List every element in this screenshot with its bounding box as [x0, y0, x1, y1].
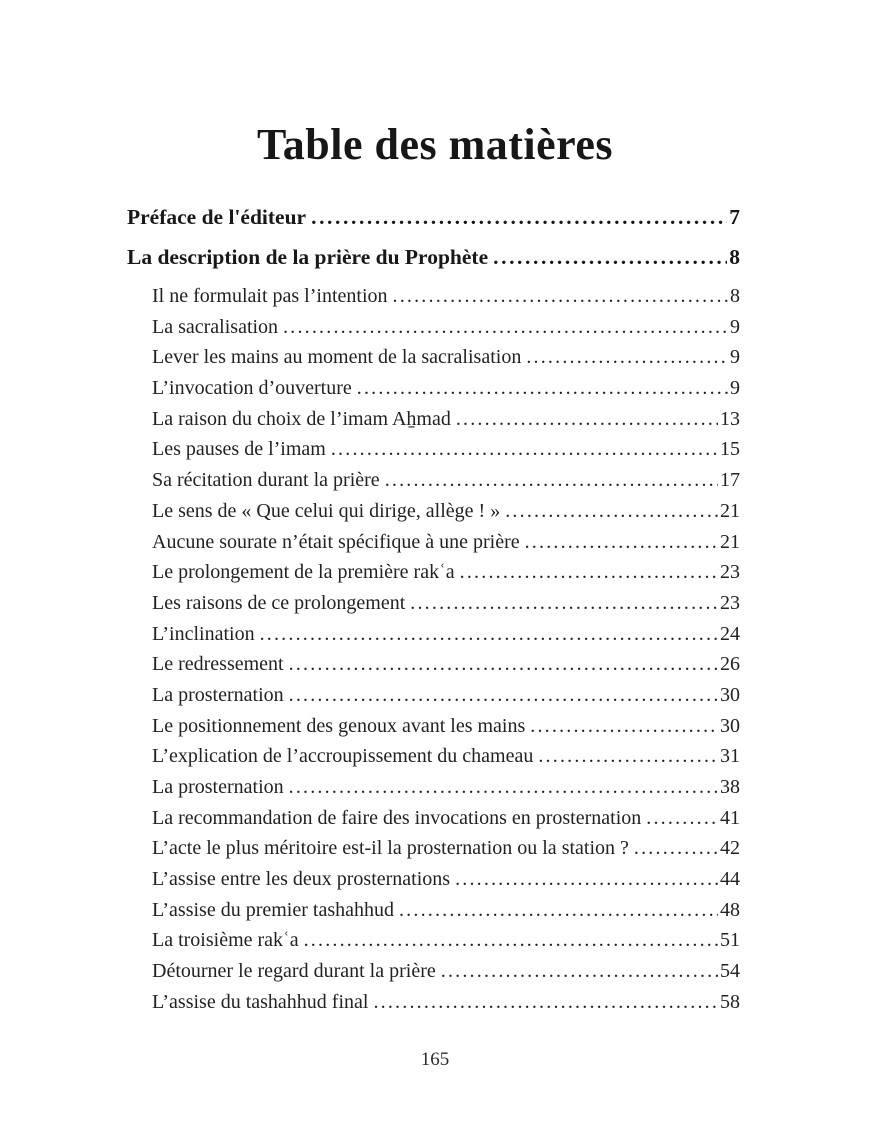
toc-entry-title: Les pauses de l’imam: [152, 438, 326, 461]
toc-leader-dots: [373, 991, 718, 1014]
toc-entry-title: Sa récitation durant la prière: [152, 469, 380, 492]
toc-entry-page: 30: [720, 714, 740, 737]
toc-entry-page: 21: [720, 530, 740, 553]
toc-entry-title: La recommandation de faire des invocations en prosternation: [152, 806, 642, 829]
toc-entry-title: La prosternation: [152, 776, 284, 798]
toc-entry-page: 8: [730, 285, 740, 307]
toc-leader-dots: [385, 469, 718, 492]
toc-entry-page: 31: [720, 745, 740, 768]
toc-entry: [127, 316, 740, 347]
toc-entry: [127, 745, 740, 776]
toc-leader-dots: [289, 776, 718, 799]
toc-entry-page: 51: [720, 929, 740, 952]
toc-entry-title: L’assise entre les deux prosternations: [152, 868, 451, 891]
toc-entry-page: 23: [720, 591, 740, 614]
toc-entry: [127, 205, 740, 245]
toc-leader-dots: [304, 929, 718, 952]
toc-leader-dots: [525, 531, 718, 554]
toc-leader-dots: [331, 438, 718, 461]
toc-entry-page: 44: [720, 868, 740, 891]
toc-entry-title: L’assise du tashahhud final: [152, 990, 369, 1013]
toc-entry-title: L’acte le plus méritoire est-il la prosternation ou la station ?: [152, 837, 629, 860]
toc-entry-title: La prosternation: [152, 683, 284, 706]
toc-entry-page: 41: [720, 806, 740, 829]
toc-list: [127, 205, 740, 1022]
toc-leader-dots: [538, 745, 718, 768]
toc-leader-dots: [493, 245, 727, 270]
toc-entry-title: L’explication de l’accroupissement du chameau: [152, 745, 534, 768]
toc-leader-dots: [283, 316, 728, 339]
toc-leader-dots: [260, 623, 718, 646]
toc-entry: [127, 715, 740, 746]
toc-entry: [127, 960, 740, 991]
toc-leader-dots: [289, 653, 718, 676]
toc-entry-title: Détourner le regard durant la prière: [152, 960, 436, 983]
toc-leader-dots: [289, 684, 718, 707]
toc-entry-page: 8: [729, 245, 740, 269]
toc-leader-dots: [505, 500, 718, 523]
toc-entry-page: 38: [720, 776, 740, 798]
toc-entry-page: 9: [730, 346, 740, 369]
toc-entry-page: 24: [720, 622, 740, 645]
toc-entry-title: Préface de l'éditeur: [127, 205, 307, 229]
toc-entry-title: Les raisons de ce prolongement: [152, 591, 406, 614]
toc-leader-dots: [526, 346, 728, 369]
page-title: Table des matières: [256, 120, 614, 170]
toc-entry-title: Il ne formulait pas l’intention: [152, 285, 388, 307]
toc-entry-title: La raison du choix de l’imam Aẖmad: [152, 407, 451, 430]
toc-entry: [127, 561, 740, 592]
toc-entry: [127, 438, 740, 469]
toc-entry-page: 42: [720, 837, 740, 860]
toc-leader-dots: [456, 408, 718, 431]
toc-entry: [127, 929, 740, 960]
toc-entry-title: Aucune sourate n’était spécifique à une prière: [152, 530, 520, 553]
toc-entry: [127, 531, 740, 562]
toc-entry: [127, 245, 740, 285]
toc-entry-title: L’invocation d’ouverture: [152, 377, 352, 400]
toc-entry-page: 9: [730, 315, 740, 338]
toc-entry: [127, 623, 740, 654]
toc-entry: [127, 868, 740, 899]
toc-entry: [127, 684, 740, 715]
toc-entry-title: La troisième rakʿa: [152, 929, 299, 952]
toc-entry-title: Le sens de « Que celui qui dirige, allège ! »: [152, 499, 501, 522]
toc-entry-page: 26: [720, 653, 740, 676]
toc-entry-page: 17: [720, 469, 740, 492]
toc-entry: [127, 377, 740, 408]
toc-leader-dots: [357, 377, 728, 400]
toc-entry: [127, 469, 740, 500]
toc-entry: [127, 837, 740, 868]
toc-leader-dots: [460, 561, 718, 584]
toc-entry: [127, 807, 740, 838]
toc-entry: [127, 899, 740, 930]
toc-entry-page: 54: [720, 960, 740, 983]
toc-leader-dots: [634, 837, 718, 860]
toc-leader-dots: [530, 715, 718, 738]
toc-entry: [127, 346, 740, 377]
toc-entry-title: La description de la prière du Prophète: [127, 245, 489, 269]
toc-entry-page: 30: [720, 683, 740, 706]
toc-leader-dots: [646, 807, 718, 830]
toc-leader-dots: [410, 592, 718, 615]
toc-entry-page: 9: [730, 377, 740, 400]
toc-leader-dots: [441, 960, 718, 983]
toc-leader-dots: [455, 868, 718, 891]
toc-entry: [127, 592, 740, 623]
folio-page-number: 165: [420, 1049, 450, 1070]
toc-entry-page: 15: [720, 438, 740, 461]
toc-entry: [127, 500, 740, 531]
toc-entry-title: L’inclination: [152, 622, 255, 645]
toc-entry: [127, 653, 740, 684]
toc-entry-title: L’assise du premier tashahhud: [152, 898, 394, 921]
toc-leader-dots: [393, 285, 729, 308]
toc-entry-page: 48: [720, 898, 740, 921]
toc-entry-page: 7: [729, 205, 740, 229]
toc-entry-page: 13: [720, 407, 740, 430]
toc-entry: [127, 991, 740, 1022]
toc-entry: [127, 408, 740, 439]
toc-leader-dots: [311, 205, 727, 230]
toc-entry-title: Le positionnement des genoux avant les mains: [152, 714, 526, 737]
toc-leader-dots: [399, 899, 718, 922]
toc-entry-page: 23: [720, 561, 740, 584]
toc-entry-page: 21: [720, 499, 740, 522]
toc-entry: [127, 285, 740, 316]
toc-entry: [127, 776, 740, 807]
toc-entry-title: La sacralisation: [152, 315, 279, 338]
toc-entry-title: Lever les mains au moment de la sacralisation: [152, 346, 522, 369]
toc-entry-page: 58: [720, 990, 740, 1013]
toc-entry-title: Le redressement: [152, 653, 284, 676]
toc-entry-title: Le prolongement de la première rakʿa: [152, 561, 455, 584]
